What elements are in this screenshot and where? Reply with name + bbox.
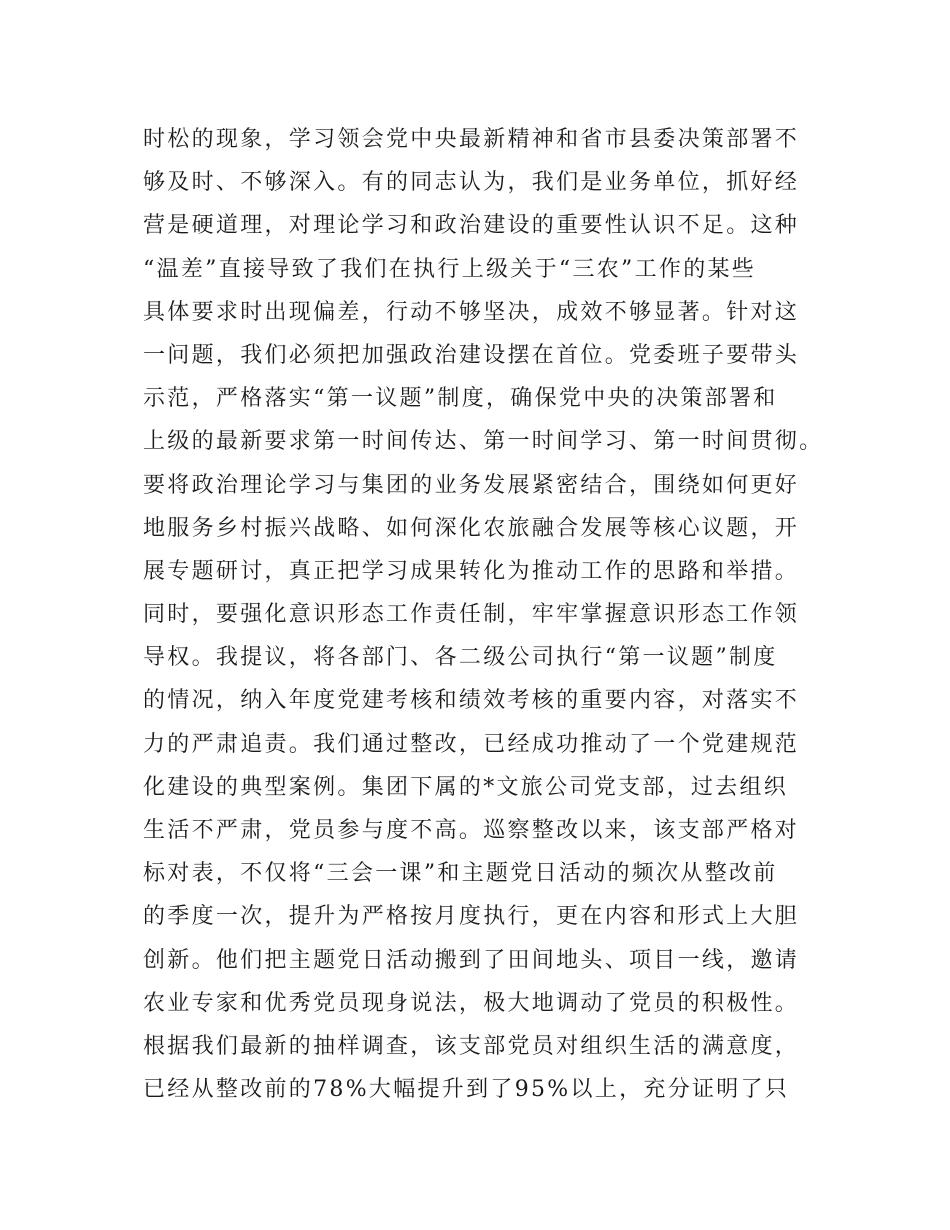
text-line: 的季度一次，提升为严格按月度执行，更在内容和形式上大胆 — [143, 904, 800, 930]
text-line: 根据我们最新的抽样调查，该支部党员对组织生活的满意度， — [143, 1033, 800, 1059]
text-line: 的情况，纳入年度党建考核和绩效考核的重要内容，对落实不 — [143, 688, 800, 714]
text-line: 具体要求时出现偏差，行动不够坚决，成效不够显著。针对这 — [143, 299, 800, 325]
text-line: 展专题研讨，真正把学习成果转化为推动工作的思路和举措。 — [143, 558, 800, 584]
text-line: 创新。他们把主题党日活动搬到了田间地头、项目一线，邀请 — [143, 947, 800, 973]
text-line: 同时，要强化意识形态工作责任制，牢牢掌握意识形态工作领 — [143, 602, 800, 628]
text-line: 上级的最新要求第一时间传达、第一时间学习、第一时间贯彻。 — [143, 429, 824, 455]
text-line: 化建设的典型案例。集团下属的*文旅公司党支部，过去组织 — [143, 774, 789, 800]
text-line: 导权。我提议，将各部门、各二级公司执行“第一议题”制度 — [143, 645, 778, 671]
text-line: 力的严肃追责。我们通过整改，已经成功推动了一个党建规范 — [143, 731, 800, 757]
text-line: 标对表，不仅将“三会一课”和主题党日活动的频次从整改前 — [143, 861, 778, 887]
text-line: 营是硬道理，对理论学习和政治建设的重要性认识不足。这种 — [143, 213, 800, 239]
text-line: 时松的现象，学习领会党中央最新精神和省市县委决策部署不 — [143, 127, 800, 152]
text-line: 生活不严肃，党员参与度不高。巡察整改以来，该支部严格对 — [143, 818, 800, 843]
text-line: 要将政治理论学习与集团的业务发展紧密结合，围绕如何更好 — [143, 472, 800, 498]
text-line: “温差”直接导致了我们在执行上级关于“三农”工作的某些 — [143, 256, 757, 282]
text-line: 农业专家和优秀党员现身说法，极大地调动了党员的积极性。 — [143, 990, 800, 1016]
text-line: 够及时、不够深入。有的同志认为，我们是业务单位，抓好经 — [143, 170, 800, 196]
text-line: 一问题，我们必须把加强政治建设摆在首位。党委班子要带头 — [143, 342, 800, 368]
text-line: 已经从整改前的78%大幅提升到了95%以上，充分证明了只 — [143, 1077, 790, 1103]
text-line: 示范，严格落实“第一议题”制度，确保党中央的决策部署和 — [143, 386, 778, 412]
body-text — [143, 118, 823, 1111]
text-line: 地服务乡村振兴战略、如何深化农旅融合发展等核心议题，开 — [143, 515, 800, 541]
